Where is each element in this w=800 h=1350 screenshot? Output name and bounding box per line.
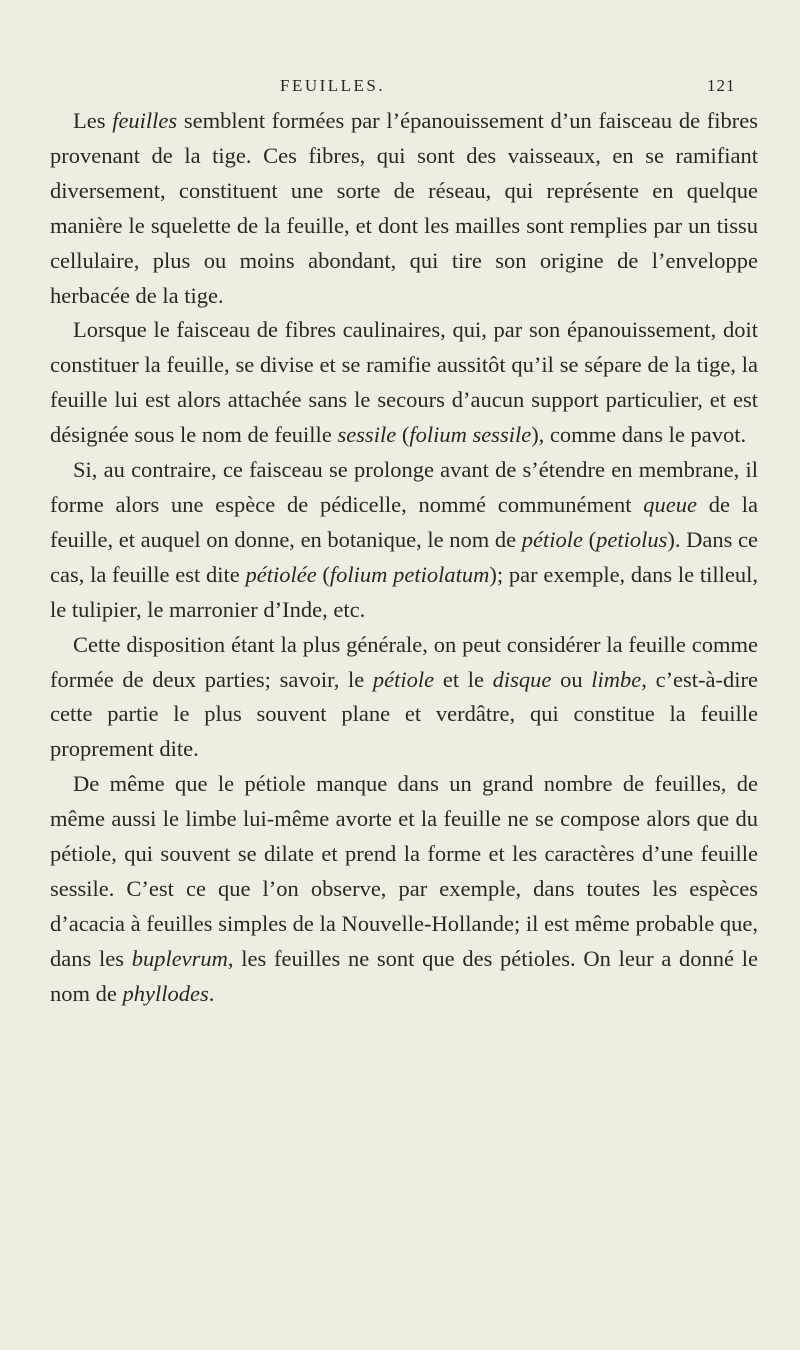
text-run: ( xyxy=(396,422,410,448)
paragraph-3 xyxy=(50,453,758,628)
text-run: De même que le pétiole manque dans un grand nombre de feuilles, de même aussi le limbe lui-même avorte et la feuille ne se compose alors que du pétiole, qui souvent se dilate et prend la forme et les caractères d’une feuille sessile. C’est ce que l’on observe, par exemple, dans toutes les espèces d’acacia à feuilles simples de la Nouvelle-Hollande; il est même probable que, dans les xyxy=(50,771,758,971)
italic-term: folium petiolatum xyxy=(329,561,490,587)
text-run: . xyxy=(208,980,215,1006)
text-run: ). Dans ce cas, la feuille est dite xyxy=(50,526,758,587)
italic-term: buplevrum xyxy=(131,945,228,971)
italic-term: feuilles xyxy=(112,108,178,133)
italic-term: queue xyxy=(643,491,697,517)
paragraph-1 xyxy=(50,104,758,313)
paragraph-5 xyxy=(50,767,758,1011)
italic-term: pétiolée xyxy=(245,561,317,587)
text-run: ou xyxy=(551,666,592,692)
italic-term: pétiole xyxy=(372,666,435,692)
text-run: Cette disposition étant la plus générale, on peut considérer la feuille comme formée de deux parties; savoir, le xyxy=(50,631,758,692)
page-number: 121 xyxy=(707,76,736,95)
text-run: ); par exemple, dans le tilleul, le tulipier, le marronier d’Inde, etc. xyxy=(50,561,758,622)
text-run: ( xyxy=(316,561,330,587)
text-run: Si, au contraire, ce faisceau se prolonge avant de s’étendre en membrane, il forme alors une espèce de pédicelle, nommé communément xyxy=(50,457,758,517)
text-run: ), comme dans le pavot. xyxy=(531,422,747,448)
text-run: ( xyxy=(583,526,597,552)
text-run: Lorsque le faisceau de fibres caulinaires, qui, par son épanouissement, doit constituer la feuille, se divise et se ramifie aussitôt qu’il se sépare de la tige, la feuille lui est alors attachée sans le secours d’aucun support particulier, et est désignée sous le nom de feuille xyxy=(50,317,758,448)
italic-term: pétiole xyxy=(521,526,584,552)
text-run: et le xyxy=(434,666,493,692)
italic-term: phyllodes xyxy=(122,980,209,1006)
text-run: semblent formées par l’épanouissement d’un faisceau de fibres provenant de la tige. Ces fibres, qui sont des vaisseaux, en se ramifiant diversement, constituent une sorte de réseau, qui représente en quelque manière le squelette de la feuille, et dont les mailles sont remplies par un tissu cellulaire, plus ou moins abondant, qui tire son origine de l’enveloppe herbacée de la tige. xyxy=(50,108,758,308)
italic-term: limbe xyxy=(591,666,642,692)
italic-term: sessile xyxy=(337,422,397,448)
paragraph-4 xyxy=(50,628,758,768)
paragraph-2 xyxy=(50,313,758,453)
page-header xyxy=(0,76,800,106)
italic-term: disque xyxy=(492,666,552,692)
italic-term: folium sessile xyxy=(409,422,532,448)
italic-term: petiolus xyxy=(596,526,668,552)
text-run: de la feuille, et auquel on donne, en botanique, le nom de xyxy=(50,491,758,552)
body-text xyxy=(50,104,758,1012)
text-run: Les xyxy=(73,108,113,133)
running-title: FEUILLES. xyxy=(280,76,386,95)
text-run: , les feuilles ne sont que des pétioles. On leur a donné le nom de xyxy=(50,945,758,1006)
text-run: , c’est-à-dire cette partie le plus souvent plane et verdâtre, qui constitue la feuille proprement dite. xyxy=(50,666,759,762)
